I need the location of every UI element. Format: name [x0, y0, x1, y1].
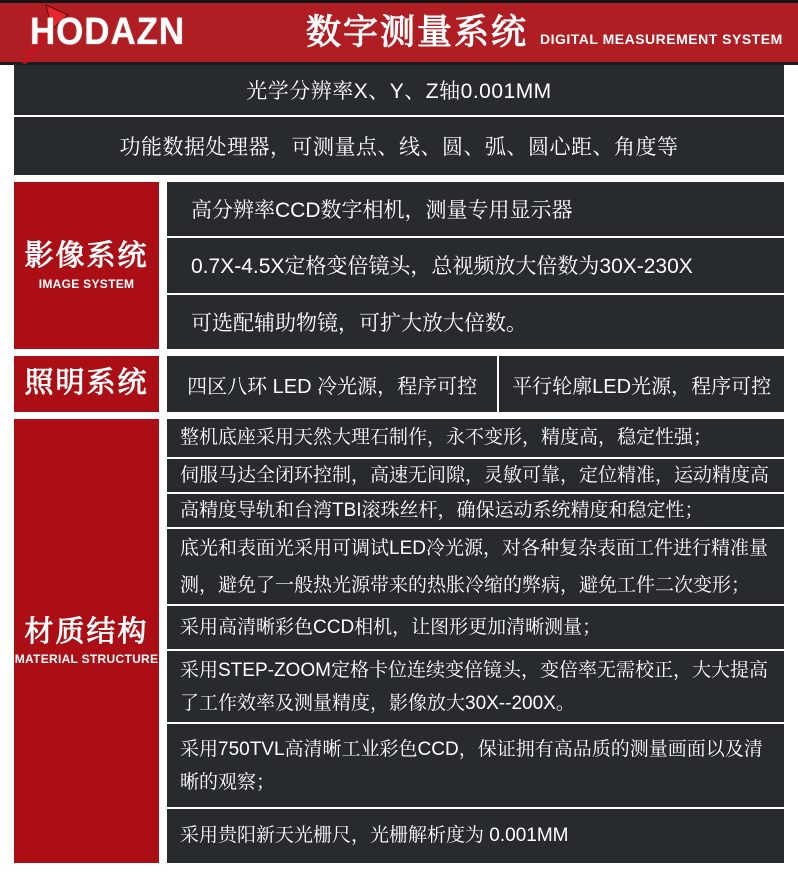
brand-logo: [30, 5, 268, 61]
page-title: 数字测量系统: [306, 13, 529, 52]
section-label-image-system: [14, 182, 159, 349]
spec-row: 可选配辅助物镜，可扩大放大倍数。: [167, 295, 784, 349]
brand-logo-text: HODAZN: [30, 11, 186, 53]
spec-row: 采用贵阳新天光栅尺，光栅解析度为 0.001MM: [167, 809, 784, 863]
section-content: [167, 419, 784, 863]
section-material-structure: [14, 419, 784, 863]
spec-cell-parallel-light: 平行轮廓LED光源，程序可控: [499, 356, 784, 412]
section-label-en: MATERIAL STRUCTURE: [14, 652, 159, 667]
section-gap: [0, 412, 798, 419]
section-label-zh: 影像系统: [24, 240, 149, 273]
spec-row: 采用750TVL高清晰工业彩色CCD，保证拥有高品质的测量画面以及清晰的观察；: [167, 724, 784, 807]
spec-row: 采用STEP-ZOOM定格卡位连续变倍镜头，变倍率无需校正，大大提高了工作效率及测量精度，影像放大30X--200X。: [167, 651, 784, 722]
spec-row: 高精度导轨和台湾TBI滚珠丝杆，确保运动系统精度和稳定性；: [167, 494, 784, 527]
section-label-en: IMAGE SYSTEM: [38, 276, 135, 291]
section-content: [167, 182, 784, 349]
spec-row: 整机底座采用天然大理石制作，永不变形，精度高，稳定性强；: [167, 419, 784, 457]
spec-row: 伺服马达全闭环控制，高速无间隙，灵敏可靠，定位精准，运动精度高: [167, 459, 784, 492]
spec-row: 0.7X-4.5X定格变倍镜头，总视频放大倍数为30X-230X: [167, 238, 784, 292]
spec-cell-ring-light: 四区八环 LED 冷光源，程序可控: [167, 356, 497, 412]
section-gap: [0, 175, 798, 182]
section-gap: [0, 349, 798, 356]
section-label-material-structure: [14, 419, 159, 863]
section-label-zh: 材质结构: [24, 615, 149, 648]
section-label-lighting-system: [14, 356, 159, 412]
spec-row: 高分辨率CCD数字相机，测量专用显示器: [167, 182, 784, 236]
spec-row-optical-resolution: 光学分辨率X、Y、Z轴0.001MM: [14, 65, 784, 115]
spec-row: 采用高清晰彩色CCD相机，让图形更加清晰测量；: [167, 606, 784, 649]
section-content: [167, 356, 784, 412]
header-titles: [306, 15, 783, 50]
spec-row: 底光和表面光采用可调试LED冷光源，对各种复杂表面工件进行精准量测，避免了一般热光源带来的热胀冷缩的弊病，避免工件二次变形；: [167, 529, 784, 604]
top-spec-band: [14, 65, 784, 175]
page-subtitle: DIGITAL MEASUREMENT SYSTEM: [540, 31, 783, 47]
section-label-zh: 照明系统: [24, 367, 149, 400]
section-lighting-system: [14, 356, 784, 412]
header-bar: [0, 0, 798, 65]
spec-row-data-processor: 功能数据处理器，可测量点、线、圆、弧、圆心距、角度等: [14, 117, 784, 175]
section-image-system: [14, 182, 784, 349]
